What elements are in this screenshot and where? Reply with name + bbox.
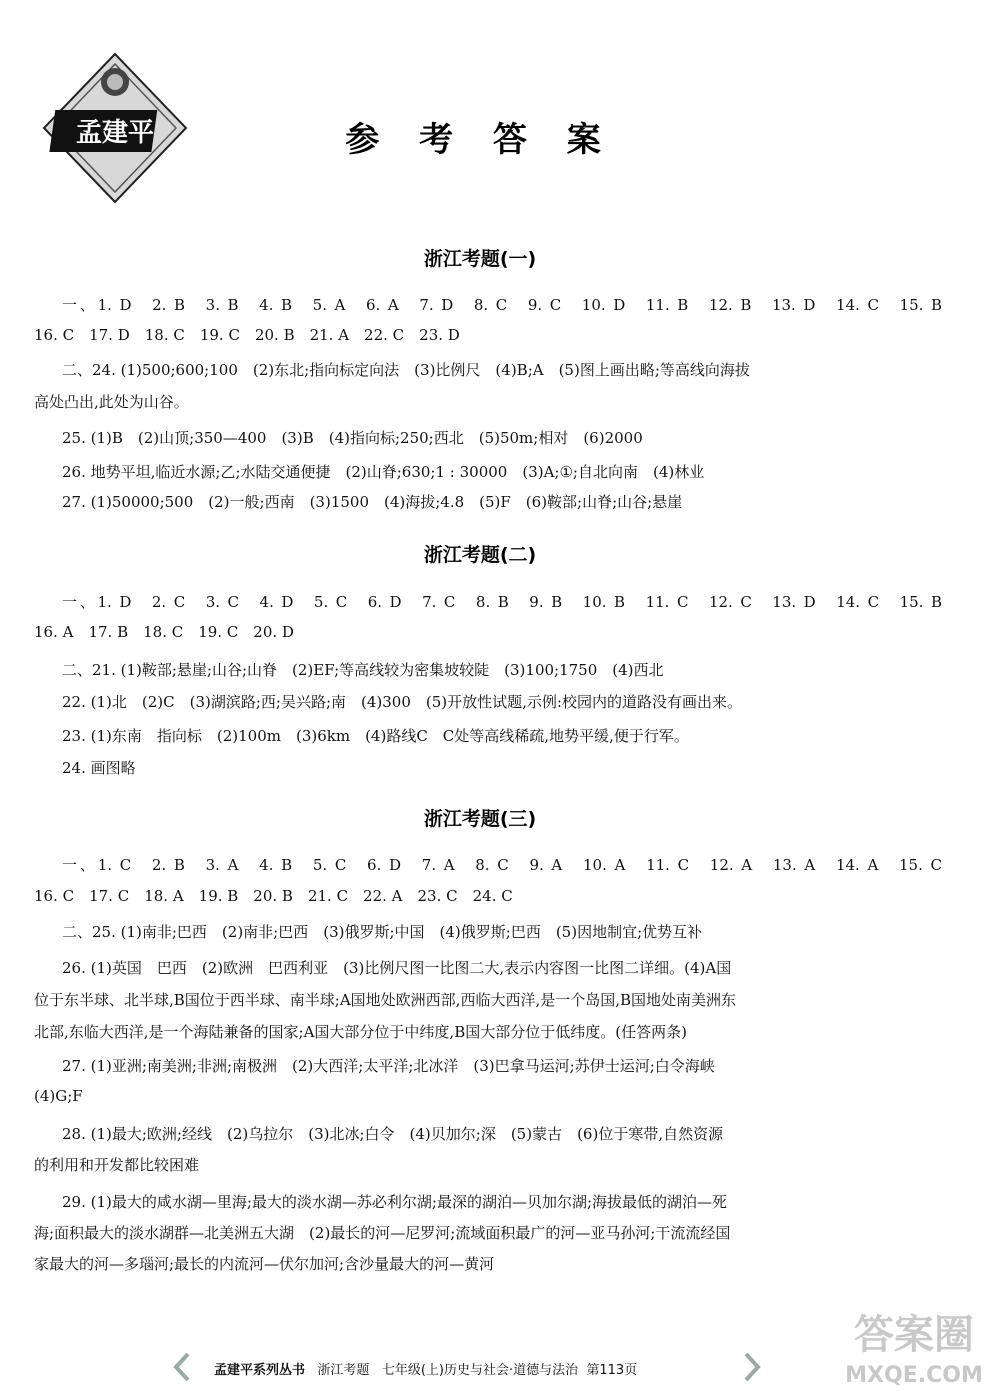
- answer-line: 一、1. C 2. B 3. A 4. B 5. C 6. D 7. A 8. C 9. A 10. A 11. C 12. A 13. A 14. A 15. C: [62, 856, 942, 874]
- chevron-right-icon: [740, 1351, 764, 1383]
- answer-line: 海;面积最大的淡水湖群—北美洲五大湖 (2)最长的河—尼罗河;流域面积最广的河—亚马孙河;干流流经国: [34, 1224, 731, 1242]
- answer-line: 28. (1)最大;欧洲;经线 (2)乌拉尔 (3)北冰;白令 (4)贝加尔;深 (5)蒙古 (6)位于寒带,自然资源: [62, 1125, 724, 1143]
- answer-line: 29. (1)最大的咸水湖—里海;最大的淡水湖—苏必利尔湖;最深的湖泊—贝加尔湖;海拔最低的湖泊—死: [62, 1193, 728, 1211]
- answer-line: 26. (1)英国 巴西 (2)欧洲 巴西利亚 (3)比例尺图一比图二大,表示内容图一比图二详细。(4)A国: [62, 959, 732, 977]
- answer-line: 16. C 17. D 18. C 19. C 20. B 21. A 22. C 23. D: [34, 326, 460, 344]
- answer-line: 家最大的河—多瑙河;最长的内流河—伏尔加河;含沙量最大的河—黄河: [34, 1255, 495, 1273]
- answer-line: 24. 画图略: [62, 759, 136, 777]
- page-footer: [170, 1347, 770, 1387]
- answer-line: 一、1. D 2. B 3. B 4. B 5. A 6. A 7. D 8. C 9. C 10. D 11. B 12. B 13. D 14. C 15. B: [62, 296, 942, 314]
- footer-grade: 七年级(上)历史与社会·道德与法治: [381, 1363, 579, 1378]
- answer-line: 25. (1)B (2)山顶;350—400 (3)B (4)指向标;250;西北 (5)50m;相对 (6)2000: [62, 429, 643, 447]
- section-title: 浙江考题(三): [423, 808, 537, 830]
- section-title: 浙江考题(二): [423, 544, 537, 566]
- answer-line: 一、1. D 2. C 3. C 4. D 5. C 6. D 7. C 8. B 9. B 10. B 11. C 12. C 13. D 14. C 15. B: [62, 593, 942, 611]
- answer-line: 北部,东临大西洋,是一个海陆兼备的国家;A国大部分位于中纬度,B国大部分位于低纬度。(任答两条): [34, 1023, 687, 1041]
- answer-line: 高处凸出,此处为山谷。: [34, 393, 189, 411]
- page-title: 参 考 答 案: [345, 120, 615, 160]
- answer-line: 的利用和开发都比较困难: [34, 1156, 200, 1174]
- footer-series: 孟建平系列丛书: [214, 1363, 306, 1378]
- logo-text: 孟建平: [75, 118, 155, 148]
- answer-line: 二、25. (1)南非;巴西 (2)南非;巴西 (3)俄罗斯;中国 (4)俄罗斯;巴西 (5)因地制宜;优势互补: [62, 923, 703, 941]
- answer-line: 16. C 17. C 18. A 19. B 20. B 21. C 22. A 23. C 24. C: [34, 887, 513, 905]
- answer-line: 16. A 17. B 18. C 19. C 20. D: [34, 623, 294, 641]
- answer-line: 23. (1)东南 指向标 (2)100m (3)6km (4)路线C C处等高线稀疏,地势平缓,便于行军。: [62, 727, 689, 745]
- answer-line: 22. (1)北 (2)C (3)湖滨路;西;吴兴路;南 (4)300 (5)开放性试题,示例:校园内的道路没有画出来。: [62, 693, 742, 711]
- section-title: 浙江考题(一): [423, 248, 537, 270]
- chevron-left-icon: [170, 1351, 194, 1383]
- answer-line: (4)G;F: [34, 1087, 83, 1105]
- site-watermark: [844, 1300, 984, 1392]
- answer-line: 26. 地势平坦,临近水源;乙;水陆交通便捷 (2)山脊;630;1 : 30000 (3)A;①;自北向南 (4)林业: [62, 463, 705, 481]
- answer-line: 27. (1)亚洲;南美洲;非洲;南极洲 (2)大西洋;太平洋;北冰洋 (3)巴拿马运河;苏伊士运河;白令海峡: [62, 1057, 715, 1075]
- footer-book: 浙江考题: [317, 1363, 370, 1378]
- footer-text: [214, 1359, 637, 1378]
- answer-line: 27. (1)50000;500 (2)一般;西南 (3)1500 (4)海拔;4.8 (5)F (6)鞍部;山脊;山谷;悬崖: [62, 493, 683, 511]
- page-number: 第113页: [586, 1363, 638, 1378]
- watermark-text: 答案圈: [854, 1312, 974, 1358]
- answer-line: 二、21. (1)鞍部;悬崖;山谷;山脊 (2)EF;等高线较为密集坡较陡 (3)100;1750 (4)西北: [62, 661, 664, 679]
- watermark-url: MXQE.COM: [845, 1363, 983, 1388]
- answer-line: 二、24. (1)500;600;100 (2)东北;指向标定向法 (3)比例尺 (4)B;A (5)图上画出略;等高线向海拔: [62, 361, 750, 379]
- answer-line: 位于东半球、北半球,B国位于西半球、南半球;A国地处欧洲西部,西临大西洋,是一个岛国,B国地处南美洲东: [34, 991, 737, 1009]
